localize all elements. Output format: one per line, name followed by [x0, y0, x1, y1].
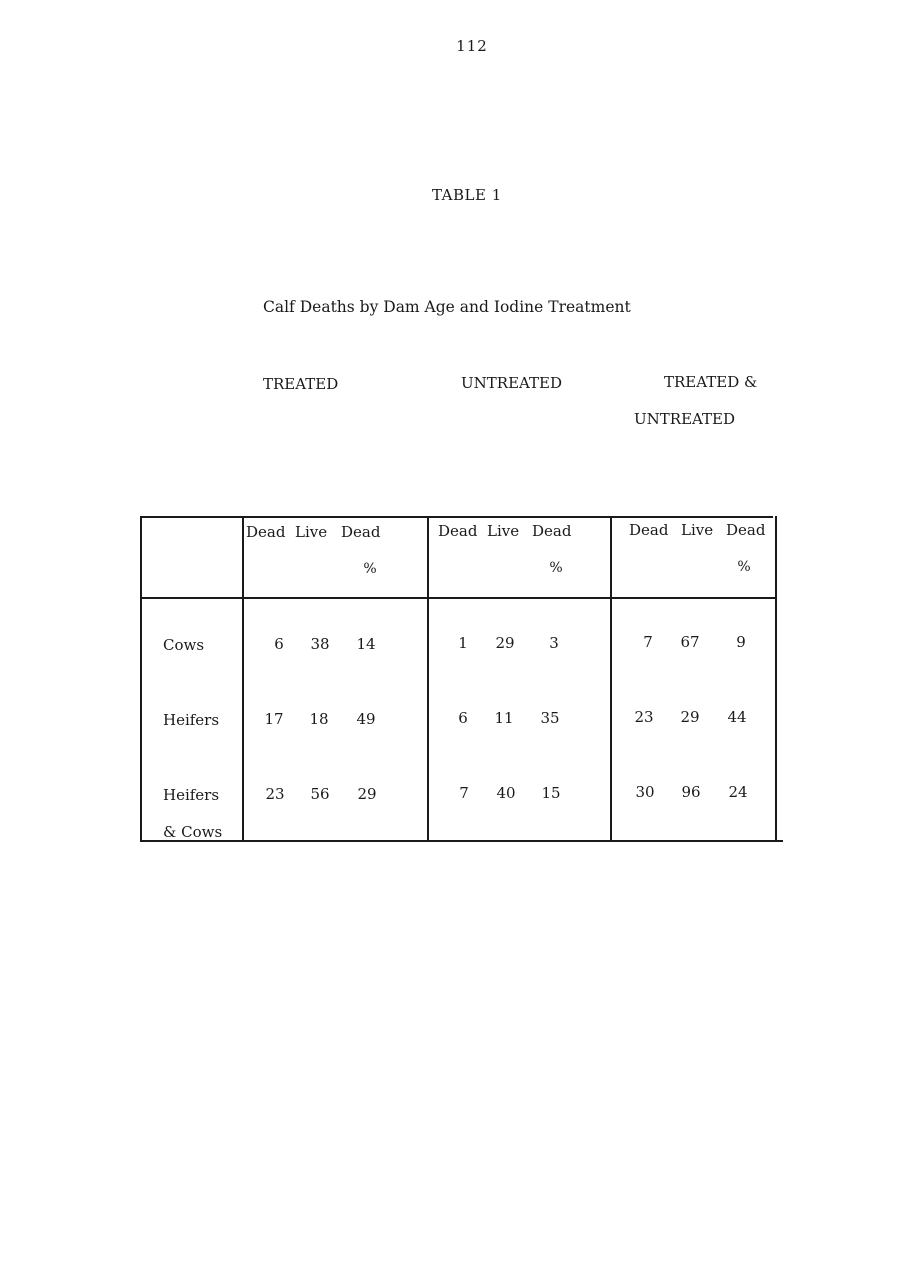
cell-heifers-combined-dead: 23 [634, 708, 654, 726]
cell-total-treated-live: 56 [310, 785, 330, 803]
col-head-combined-dead-pct: Dead [726, 521, 766, 539]
row-label-cows: Cows [163, 636, 205, 654]
col-head-combined-pct-symbol: % [737, 559, 751, 575]
cell-total-treated-dead: 23 [265, 785, 285, 803]
group-heading-combined-line1: TREATED & [664, 373, 758, 391]
col-head-combined-live: Live [681, 521, 714, 539]
col-head-treated-live: Live [295, 523, 328, 541]
col-head-untreated-dead-pct: Dead [532, 522, 572, 540]
row-label-heifers-cows: Heifers [163, 786, 220, 804]
col-head-treated-dead-pct: Dead [341, 523, 381, 541]
cell-heifers-combined-pct: 44 [727, 708, 747, 726]
cell-cows-treated-pct: 14 [356, 635, 376, 653]
table-border-top [140, 516, 773, 518]
group-heading-treated: TREATED [263, 375, 339, 393]
cell-total-combined-live: 96 [681, 783, 701, 801]
cell-heifers-untreated-pct: 35 [540, 709, 560, 727]
table-border-right [775, 516, 777, 842]
cell-cows-treated-dead: 6 [274, 635, 284, 653]
cell-cows-combined-dead: 7 [643, 633, 653, 651]
cell-heifers-treated-dead: 17 [264, 710, 284, 728]
cell-cows-untreated-live: 29 [495, 634, 515, 652]
cell-heifers-treated-pct: 49 [356, 710, 376, 728]
row-label-heifers: Heifers [163, 711, 220, 729]
table-divider-1 [242, 516, 244, 842]
page-number: 112 [456, 37, 488, 55]
col-head-untreated-dead: Dead [438, 522, 478, 540]
table-border-bottom [140, 840, 783, 842]
cell-heifers-treated-live: 18 [309, 710, 329, 728]
col-head-treated-dead: Dead [246, 523, 286, 541]
row-label-heifers-cows-line2: & Cows [163, 823, 223, 841]
group-heading-combined-line2: UNTREATED [634, 410, 736, 428]
table-label: TABLE 1 [432, 186, 502, 204]
col-head-untreated-pct-symbol: % [549, 560, 563, 576]
col-head-untreated-live: Live [487, 522, 520, 540]
table-divider-2 [427, 516, 429, 842]
cell-cows-treated-live: 38 [310, 635, 330, 653]
group-heading-untreated: UNTREATED [461, 374, 563, 392]
cell-total-treated-pct: 29 [357, 785, 377, 803]
col-head-treated-pct-symbol: % [363, 561, 377, 577]
cell-total-combined-dead: 30 [635, 783, 655, 801]
table-divider-3 [610, 516, 612, 842]
table-header-rule [140, 597, 777, 599]
cell-cows-untreated-pct: 3 [549, 634, 559, 652]
cell-total-untreated-dead: 7 [459, 784, 469, 802]
cell-total-combined-pct: 24 [728, 783, 748, 801]
cell-cows-combined-pct: 9 [736, 633, 746, 651]
cell-heifers-untreated-dead: 6 [458, 709, 468, 727]
table-caption: Calf Deaths by Dam Age and Iodine Treatment [263, 298, 631, 316]
cell-total-untreated-pct: 15 [541, 784, 561, 802]
table-border-left [140, 516, 142, 842]
cell-cows-combined-live: 67 [680, 633, 700, 651]
cell-cows-untreated-dead: 1 [458, 634, 468, 652]
cell-total-untreated-live: 40 [496, 784, 516, 802]
cell-heifers-untreated-live: 11 [494, 709, 514, 727]
cell-heifers-combined-live: 29 [680, 708, 700, 726]
col-head-combined-dead: Dead [629, 521, 669, 539]
